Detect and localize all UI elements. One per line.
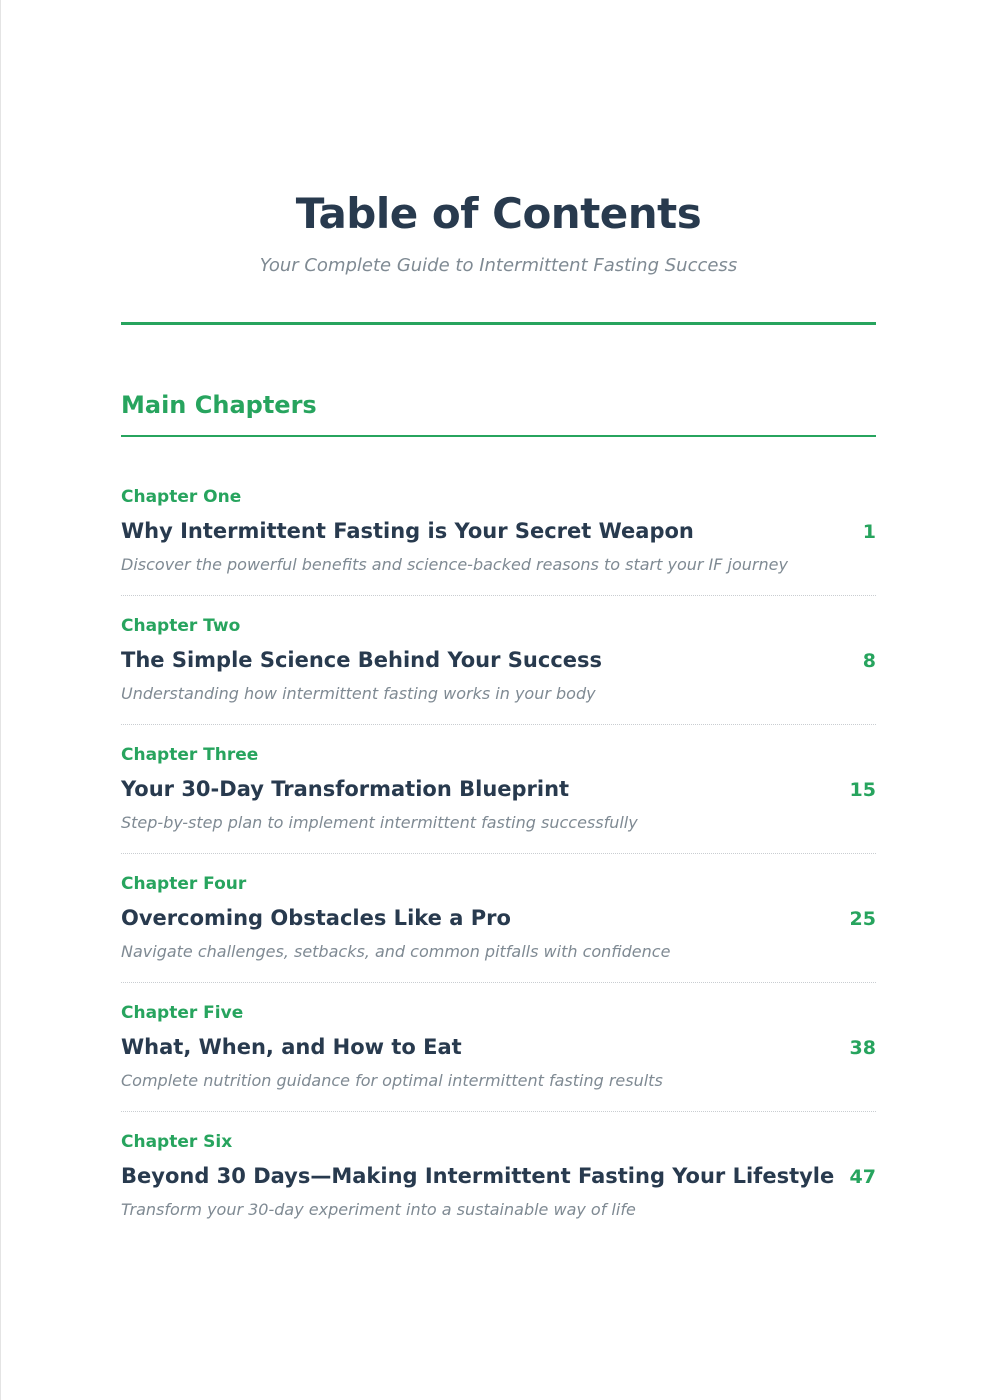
chapter-description: Complete nutrition guidance for optimal intermittent fasting results (121, 1071, 663, 1090)
title-divider (121, 322, 876, 325)
chapter-page-number: 47 (849, 1166, 876, 1188)
chapter-title[interactable]: What, When, and How to Eat (121, 1035, 462, 1059)
chapter-label: Chapter Six (121, 1132, 233, 1152)
chapter-label: Chapter Four (121, 874, 247, 894)
chapter-description: Transform your 30-day experiment into a sustainable way of life (121, 1200, 636, 1219)
chapter-description: Step-by-step plan to implement intermittent fasting successfully (121, 813, 638, 832)
chapter-page-number: 15 (849, 779, 876, 801)
section-title: Main Chapters (121, 391, 317, 419)
chapter-label: Chapter Five (121, 1003, 244, 1023)
chapter-list (121, 485, 876, 1258)
chapter-entry-1[interactable] (121, 485, 876, 596)
chapter-page-number: 25 (849, 908, 876, 930)
chapter-description: Navigate challenges, setbacks, and common pitfalls with confidence (121, 942, 671, 961)
chapter-entry-3[interactable] (121, 743, 876, 854)
chapter-title[interactable]: Beyond 30 Days—Making Intermittent Fasting Your Lifestyle (121, 1164, 835, 1188)
chapter-entry-5[interactable] (121, 1001, 876, 1112)
chapter-title[interactable]: Overcoming Obstacles Like a Pro (121, 906, 511, 930)
chapter-page-number: 38 (849, 1037, 876, 1059)
chapter-title[interactable]: Your 30-Day Transformation Blueprint (121, 777, 570, 801)
chapter-entry-4[interactable] (121, 872, 876, 983)
page-title: Table of Contents (295, 189, 702, 238)
section-divider (121, 435, 876, 437)
chapter-page-number: 1 (862, 521, 876, 543)
chapter-entry-2[interactable] (121, 614, 876, 725)
chapter-description: Understanding how intermittent fasting works in your body (121, 684, 596, 703)
chapter-entry-6[interactable] (121, 1130, 876, 1240)
chapter-title[interactable]: Why Intermittent Fasting is Your Secret Weapon (121, 519, 694, 543)
chapter-label: Chapter One (121, 487, 242, 507)
chapter-title[interactable]: The Simple Science Behind Your Success (121, 648, 603, 672)
chapter-label: Chapter Two (121, 616, 241, 636)
page-subtitle: Your Complete Guide to Intermittent Fasting Success (259, 255, 738, 276)
chapter-description: Discover the powerful benefits and science-backed reasons to start your IF journey (121, 555, 788, 574)
chapter-label: Chapter Three (121, 745, 259, 765)
chapter-page-number: 8 (862, 650, 876, 672)
